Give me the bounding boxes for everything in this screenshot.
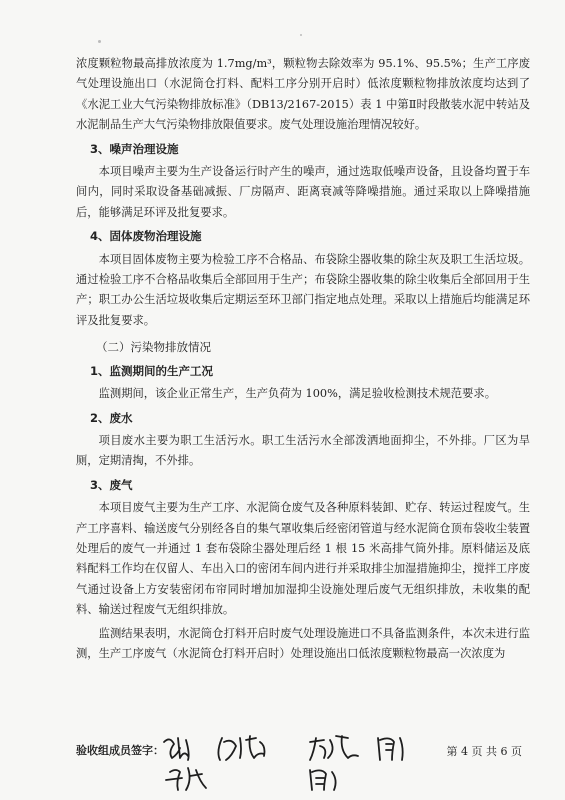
- heading-solid-waste: 4、固体废物治理设施: [90, 229, 202, 244]
- heading-wastewater: 2、废水: [90, 410, 133, 425]
- handwritten-signatures: [160, 732, 460, 794]
- paragraph-noise: 本项目噪声主要为生产设备运行时产生的噪声，通过选取低噪声设备，且设备均置于车间内，同时采取设备基础减振、厂房隔声、距离衰减等降噪措施。通过采取以上降噪措施后，能够满足环评及批复要求。: [76, 165, 530, 219]
- heading-noise-facilities: 3、噪声治理设施: [90, 141, 179, 156]
- heading-production-conditions: 1、监测期间的生产工况: [90, 363, 214, 378]
- heading-exhaust-gas: 3、废气: [90, 477, 133, 492]
- scan-mark: [98, 40, 101, 43]
- paragraph-monitoring-results: 监测结果表明，水泥筒仓打料开启时废气处理设施进口不具备监测条件，本次未进行监测，生产工序废气（水泥筒仓打料开启时）处理设施出口低浓度颗粒物最高一次浓度为: [76, 626, 530, 660]
- page-number: 第 4 页 共 6 页: [446, 745, 522, 758]
- paragraph-exhaust-gas: 本项目废气主要为生产工序、水泥筒仓废气及各种原料装卸、贮存、转运过程废气。生产工序喜料、输送废气分别经各自的集气罩收集后经密闭管道与经水泥筒仓顶布袋收尘装置处理后的废气一并通过 1 套布袋除尘器处理后经 1 根 15 米高排气筒外排。原料储运及底料配料工作均在仅留人、车出入口的密闭车间内进行并采取排尘加湿措施抑尘，搅拌工序废气通过设备上方安装密闭布帘同时增加加湿抑尘设施处理后废气无组织排放，未收集的配料、输送过程废气无组织排放。: [76, 501, 530, 617]
- scan-mark: [300, 34, 302, 36]
- heading-pollutant-emission: （二）污染物排放情况: [96, 340, 211, 355]
- paragraph-solid-waste: 本项目固体废物主要为检验工序不合格品、布袋除尘器收集的除尘灰及职工生活垃圾。通过检验工序不合格品收集后全部回用于生产；布袋除尘器收集的除尘收集后全部回用于生产；职工办公生活垃圾收集后定期运至环卫部门指定地点处理。采取以上措施后均能满足环评及批复要求。: [76, 252, 530, 327]
- document-body: [76, 54, 530, 664]
- paragraph-emission-result: 浓度颗粒物最高排放浓度为 1.7mg/m³，颗粒物去除效率为 95.1%、95.5%；生产工序废气处理设施出口（水泥筒仓打料、配料工序分别开启时）低浓度颗粒物排放浓度均达到了《水泥工业大气污染物排放标准》（DB13/2167-2015）表 1 中第Ⅱ时段散装水泥中转站及水泥制品生产大气污染物排放限值要求。废气处理设施治理情况较好。: [76, 57, 530, 132]
- paragraph-wastewater: 项目废水主要为职工生活污水。职工生活污水全部泼洒地面抑尘，不外排。厂区为旱厕，定期清掏，不外排。: [76, 433, 530, 468]
- paragraph-production-conditions: 监测期间，该企业正常生产，生产负荷为 100%，满足验收检测技术规范要求。: [98, 387, 496, 401]
- page-footer: [76, 738, 536, 798]
- signers-label: 验收组成员签字：: [76, 744, 164, 757]
